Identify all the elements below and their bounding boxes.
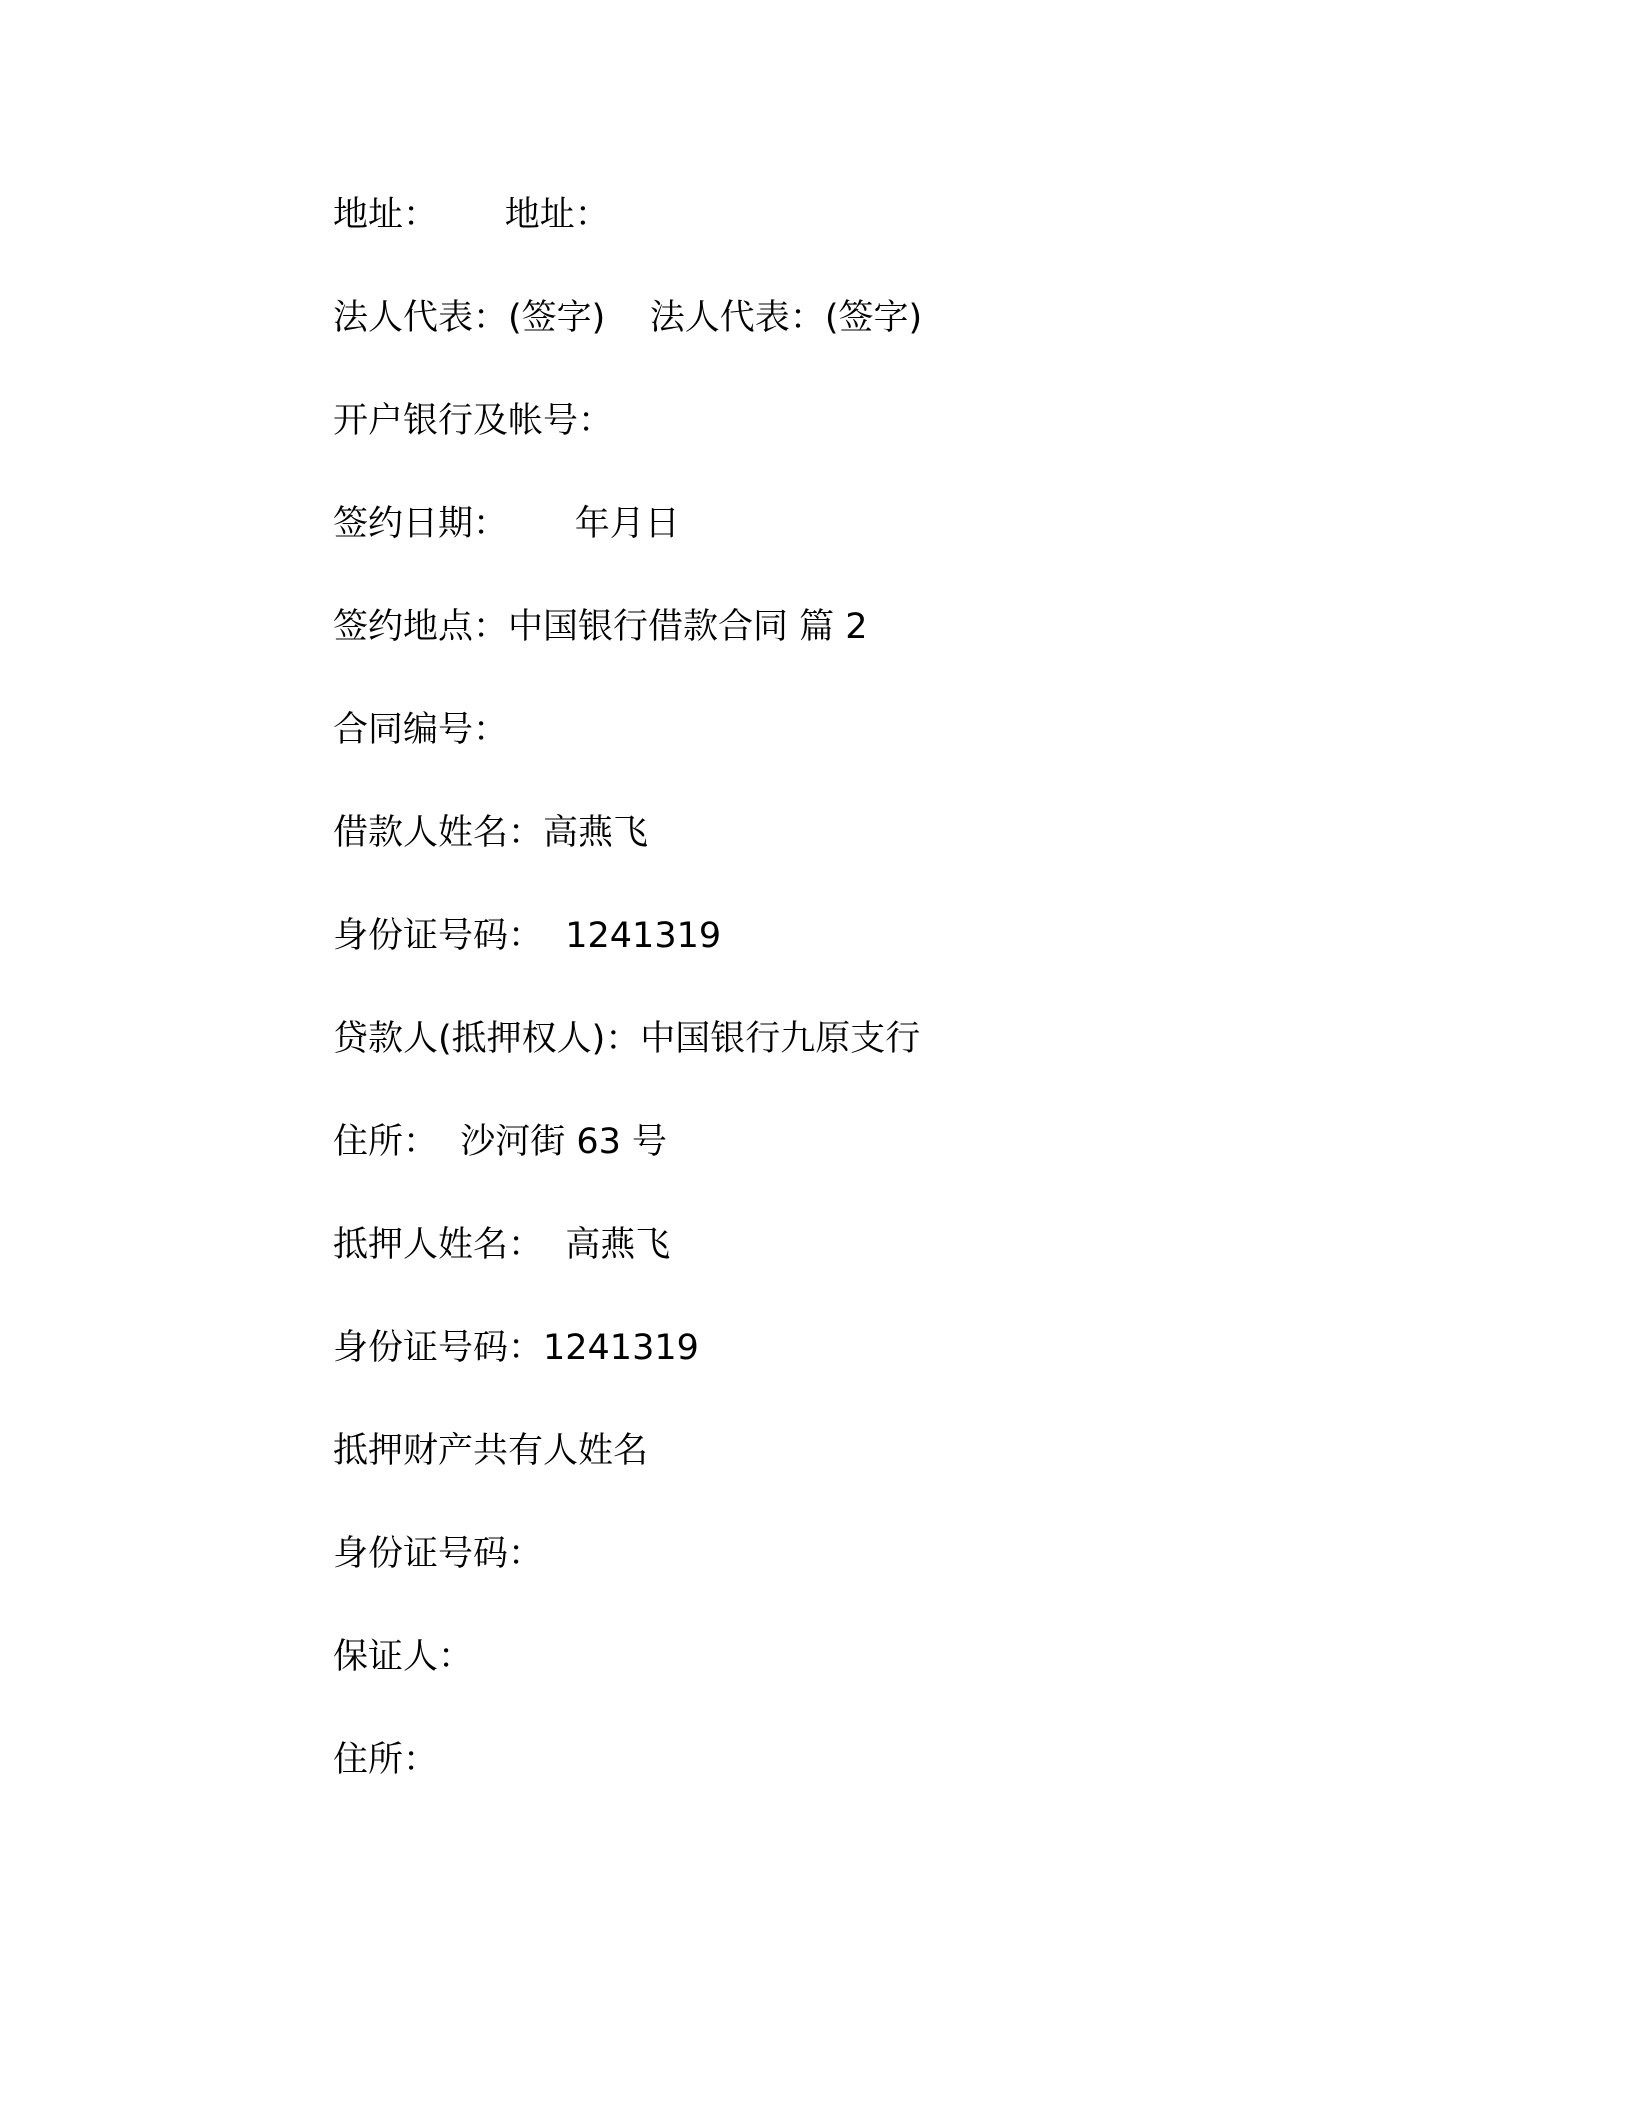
- signing-date-line: 签约日期： 年月日: [333, 504, 680, 544]
- lender-line: 贷款人(抵押权人)：中国银行九原支行: [333, 1019, 921, 1059]
- bank-account-line: 开户银行及帐号：: [333, 401, 614, 441]
- contract-fields: [333, 190, 1433, 1838]
- mortgagor-id-line: 身份证号码：1241319: [333, 1328, 699, 1368]
- legal-representative-line: 法人代表：(签字) 法人代表：(签字): [333, 298, 923, 338]
- co-owner-id-line: 身份证号码：: [333, 1534, 544, 1574]
- mortgagor-name-line: 抵押人姓名： 高燕飞: [333, 1225, 671, 1265]
- co-owner-name-line: 抵押财产共有人姓名: [333, 1431, 649, 1471]
- address-line: 地址： 地址：: [333, 195, 610, 235]
- borrower-id-line: 身份证号码： 1241319: [333, 916, 722, 956]
- contract-number-line: 合同编号：: [333, 710, 509, 750]
- guarantor-address-line: 住所：: [333, 1740, 439, 1780]
- borrower-name-line: 借款人姓名：高燕飞: [333, 813, 649, 853]
- lender-address-line: 住所： 沙河街 63 号: [333, 1122, 668, 1162]
- signing-place-line: 签约地点：中国银行借款合同 篇 2: [333, 607, 868, 647]
- guarantor-line: 保证人：: [333, 1637, 474, 1677]
